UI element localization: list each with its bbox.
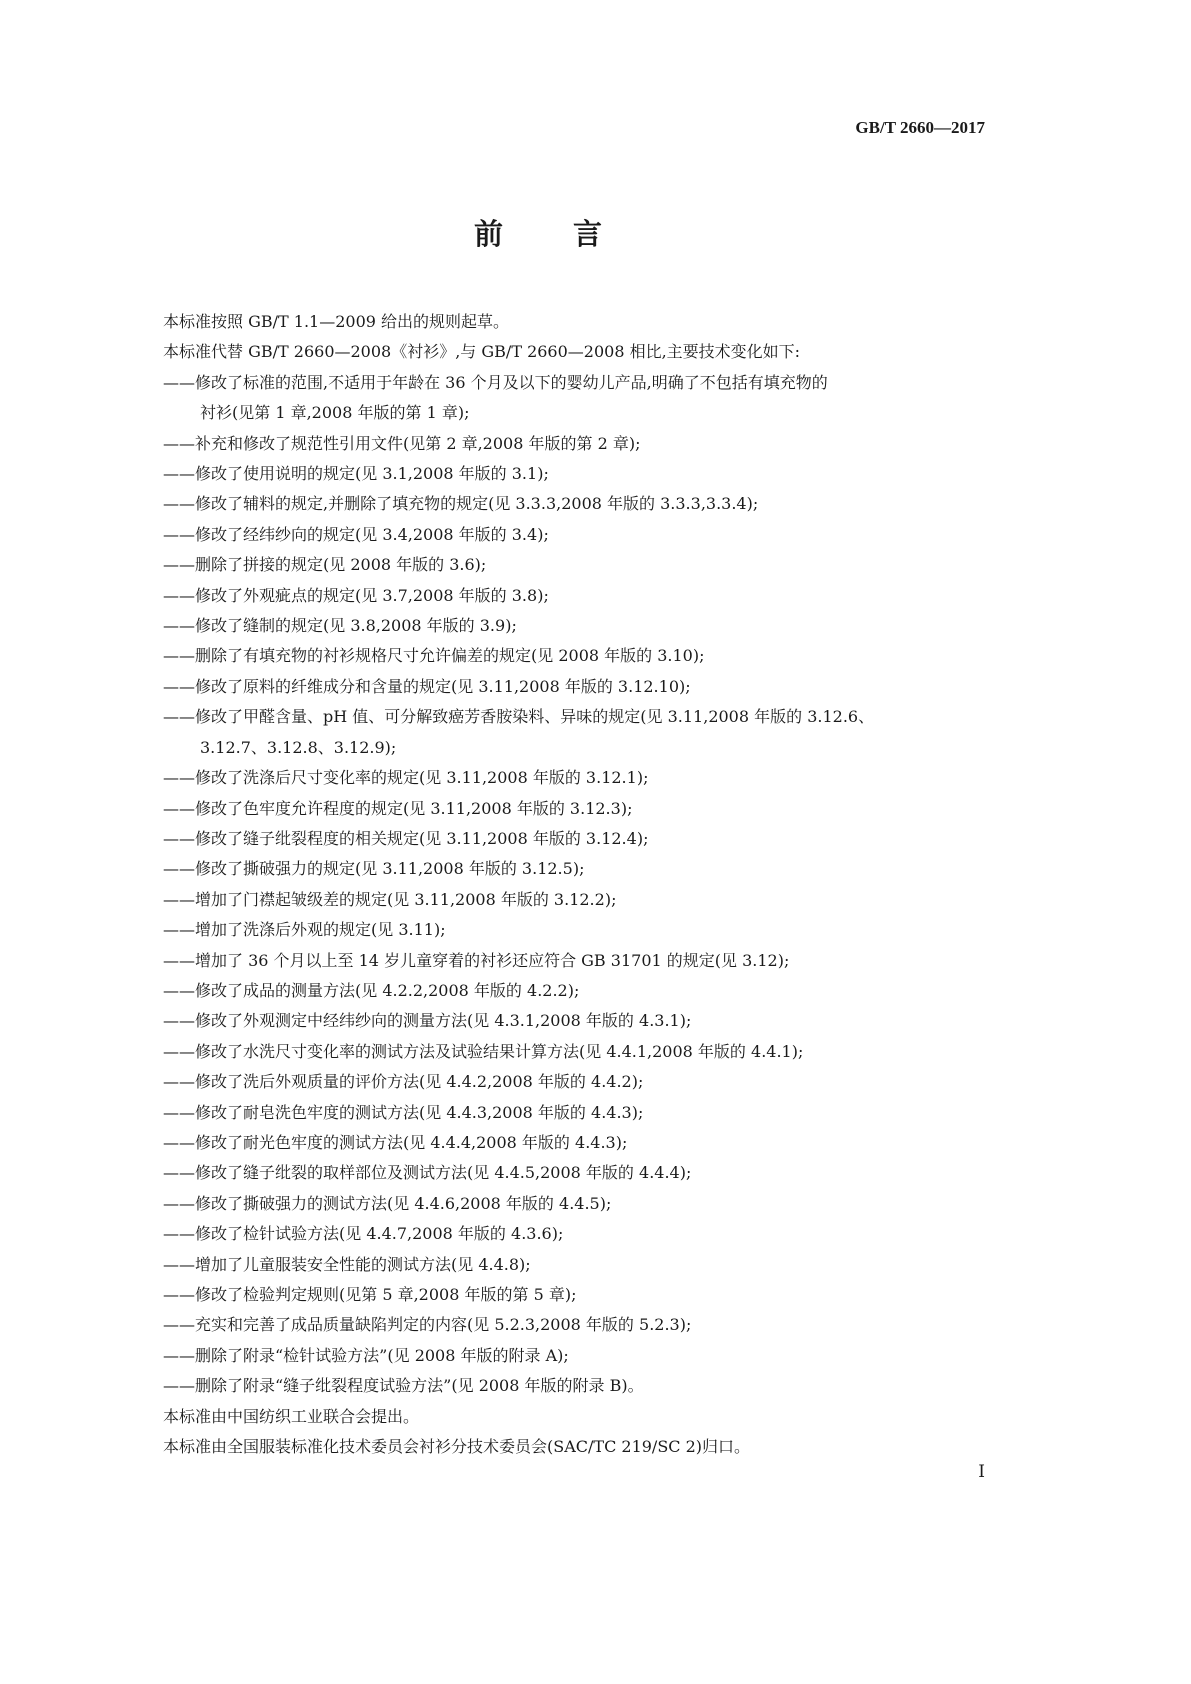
change-item-text: ——修改了辅料的规定,并删除了填充物的规定(见 3.3.3,2008 年版的 3.3.3,3.3.4); xyxy=(163,494,759,514)
closing-line: 本标准由中国纺织工业联合会提出。 xyxy=(163,1406,420,1426)
change-item-text: ——修改了使用说明的规定(见 3.1,2008 年版的 3.1); xyxy=(163,464,549,484)
change-item-text: ——增加了洗涤后外观的规定(见 3.11); xyxy=(163,920,446,940)
change-item xyxy=(163,1250,993,1280)
closing-line: 本标准由全国服装标准化技术委员会衬衫分技术委员会(SAC/TC 219/SC 2)归口。 xyxy=(163,1437,751,1457)
change-item xyxy=(163,1341,993,1371)
change-item-text: ——修改了经纬纱向的规定(见 3.4,2008 年版的 3.4); xyxy=(163,524,549,544)
change-item-text: ——修改了洗涤后尺寸变化率的规定(见 3.11,2008 年版的 3.12.1); xyxy=(163,768,649,788)
change-item-text: ——修改了成品的测量方法(见 4.2.2,2008 年版的 4.2.2); xyxy=(163,980,580,1000)
change-item-text: ——增加了门襟起皱级差的规定(见 3.11,2008 年版的 3.12.2); xyxy=(163,889,617,909)
change-item xyxy=(163,489,993,519)
change-item-text: ——修改了外观疵点的规定(见 3.7,2008 年版的 3.8); xyxy=(163,585,549,605)
change-item xyxy=(163,459,993,489)
change-item-text: ——修改了原料的纤维成分和含量的规定(见 3.11,2008 年版的 3.12.10); xyxy=(163,676,691,696)
change-item-continuation: 衬衫(见第 1 章,2008 年版的第 1 章); xyxy=(200,403,470,423)
change-item xyxy=(163,885,993,915)
change-item xyxy=(163,1371,993,1401)
change-item xyxy=(163,1189,993,1219)
intro-line: 本标准按照 GB/T 1.1—2009 给出的规则起草。 xyxy=(163,312,510,331)
change-item xyxy=(163,763,993,793)
change-item xyxy=(163,429,993,459)
change-item xyxy=(163,702,993,763)
change-item-text: ——修改了耐光色牢度的测试方法(见 4.4.4,2008 年版的 4.4.3); xyxy=(163,1132,628,1152)
change-item-text: ——修改了撕破强力的规定(见 3.11,2008 年版的 3.12.5); xyxy=(163,859,585,879)
change-item-text: ——修改了撕破强力的测试方法(见 4.4.6,2008 年版的 4.4.5); xyxy=(163,1193,612,1213)
change-item-text: ——删除了附录“检针试验方法”(见 2008 年版的附录 A); xyxy=(163,1345,569,1365)
change-item xyxy=(163,854,993,884)
change-item xyxy=(163,794,993,824)
change-item-text: ——增加了 36 个月以上至 14 岁儿童穿着的衬衫还应符合 GB 31701 的规定(见 3.12); xyxy=(163,950,790,970)
change-item xyxy=(163,672,993,702)
change-item-continuation: 3.12.7、3.12.8、3.12.9); xyxy=(200,737,397,757)
change-item xyxy=(163,1219,993,1249)
intro-line: 本标准代替 GB/T 2660—2008《衬衫》,与 GB/T 2660—2008 相比,主要技术变化如下: xyxy=(163,342,801,362)
change-item xyxy=(163,946,993,976)
change-item-text: ——修改了缝子纰裂的取样部位及测试方法(见 4.4.5,2008 年版的 4.4.4); xyxy=(163,1163,692,1183)
page-number: I xyxy=(978,1462,985,1482)
change-item xyxy=(163,1128,993,1158)
change-item xyxy=(163,368,993,429)
change-item-text: ——修改了检针试验方法(见 4.4.7,2008 年版的 4.3.6); xyxy=(163,1224,564,1244)
changes-list xyxy=(163,368,993,1402)
change-item xyxy=(163,1037,993,1067)
change-item-text: ——删除了有填充物的衬衫规格尺寸允许偏差的规定(见 2008 年版的 3.10); xyxy=(163,646,705,666)
change-item-text: ——修改了检验判定规则(见第 5 章,2008 年版的第 5 章); xyxy=(163,1285,577,1304)
change-item-text: ——修改了标准的范围,不适用于年龄在 36 个月及以下的婴幼儿产品,明确了不包括有填充物的 xyxy=(163,372,828,392)
change-item xyxy=(163,976,993,1006)
change-item-text: ——修改了外观测定中经纬纱向的测量方法(见 4.3.1,2008 年版的 4.3.1); xyxy=(163,1011,692,1031)
change-item-text: ——修改了耐皂洗色牢度的测试方法(见 4.4.3,2008 年版的 4.4.3); xyxy=(163,1102,644,1122)
change-item-text: ——修改了甲醛含量、pH 值、可分解致癌芳香胺染料、异味的规定(见 3.11,2008 年版的 3.12.6、 xyxy=(163,707,875,727)
change-item-text: ——充实和完善了成品质量缺陷判定的内容(见 5.2.3,2008 年版的 5.2.3); xyxy=(163,1315,692,1335)
change-item xyxy=(163,1006,993,1036)
change-item xyxy=(163,1158,993,1188)
foreword-body xyxy=(163,307,993,1462)
change-item xyxy=(163,915,993,945)
change-item-text: ——修改了水洗尺寸变化率的测试方法及试验结果计算方法(见 4.4.1,2008 年版的 4.4.1); xyxy=(163,1041,804,1061)
change-item xyxy=(163,1067,993,1097)
change-item-text: ——修改了洗后外观质量的评价方法(见 4.4.2,2008 年版的 4.4.2); xyxy=(163,1072,644,1092)
change-item xyxy=(163,1310,993,1340)
change-item-text: ——修改了缝制的规定(见 3.8,2008 年版的 3.9); xyxy=(163,616,517,636)
change-item xyxy=(163,824,993,854)
change-item xyxy=(163,641,993,671)
change-item-text: ——删除了附录“缝子纰裂程度试验方法”(见 2008 年版的附录 B)。 xyxy=(163,1376,644,1396)
change-item-text: ——补充和修改了规范性引用文件(见第 2 章,2008 年版的第 2 章); xyxy=(163,433,641,453)
change-item xyxy=(163,550,993,580)
change-item xyxy=(163,581,993,611)
page-title: 前 言 xyxy=(473,217,633,251)
change-item xyxy=(163,611,993,641)
change-item-text: ——增加了儿童服装安全性能的测试方法(见 4.4.8); xyxy=(163,1254,531,1274)
change-item-text: ——修改了缝子纰裂程度的相关规定(见 3.11,2008 年版的 3.12.4); xyxy=(163,828,649,848)
standard-code-header: GB/T 2660—2017 xyxy=(855,118,985,137)
change-item-text: ——删除了拼接的规定(见 2008 年版的 3.6); xyxy=(163,555,487,575)
change-item xyxy=(163,1280,993,1310)
change-item xyxy=(163,520,993,550)
change-item xyxy=(163,1098,993,1128)
change-item-text: ——修改了色牢度允许程度的规定(见 3.11,2008 年版的 3.12.3); xyxy=(163,798,633,818)
